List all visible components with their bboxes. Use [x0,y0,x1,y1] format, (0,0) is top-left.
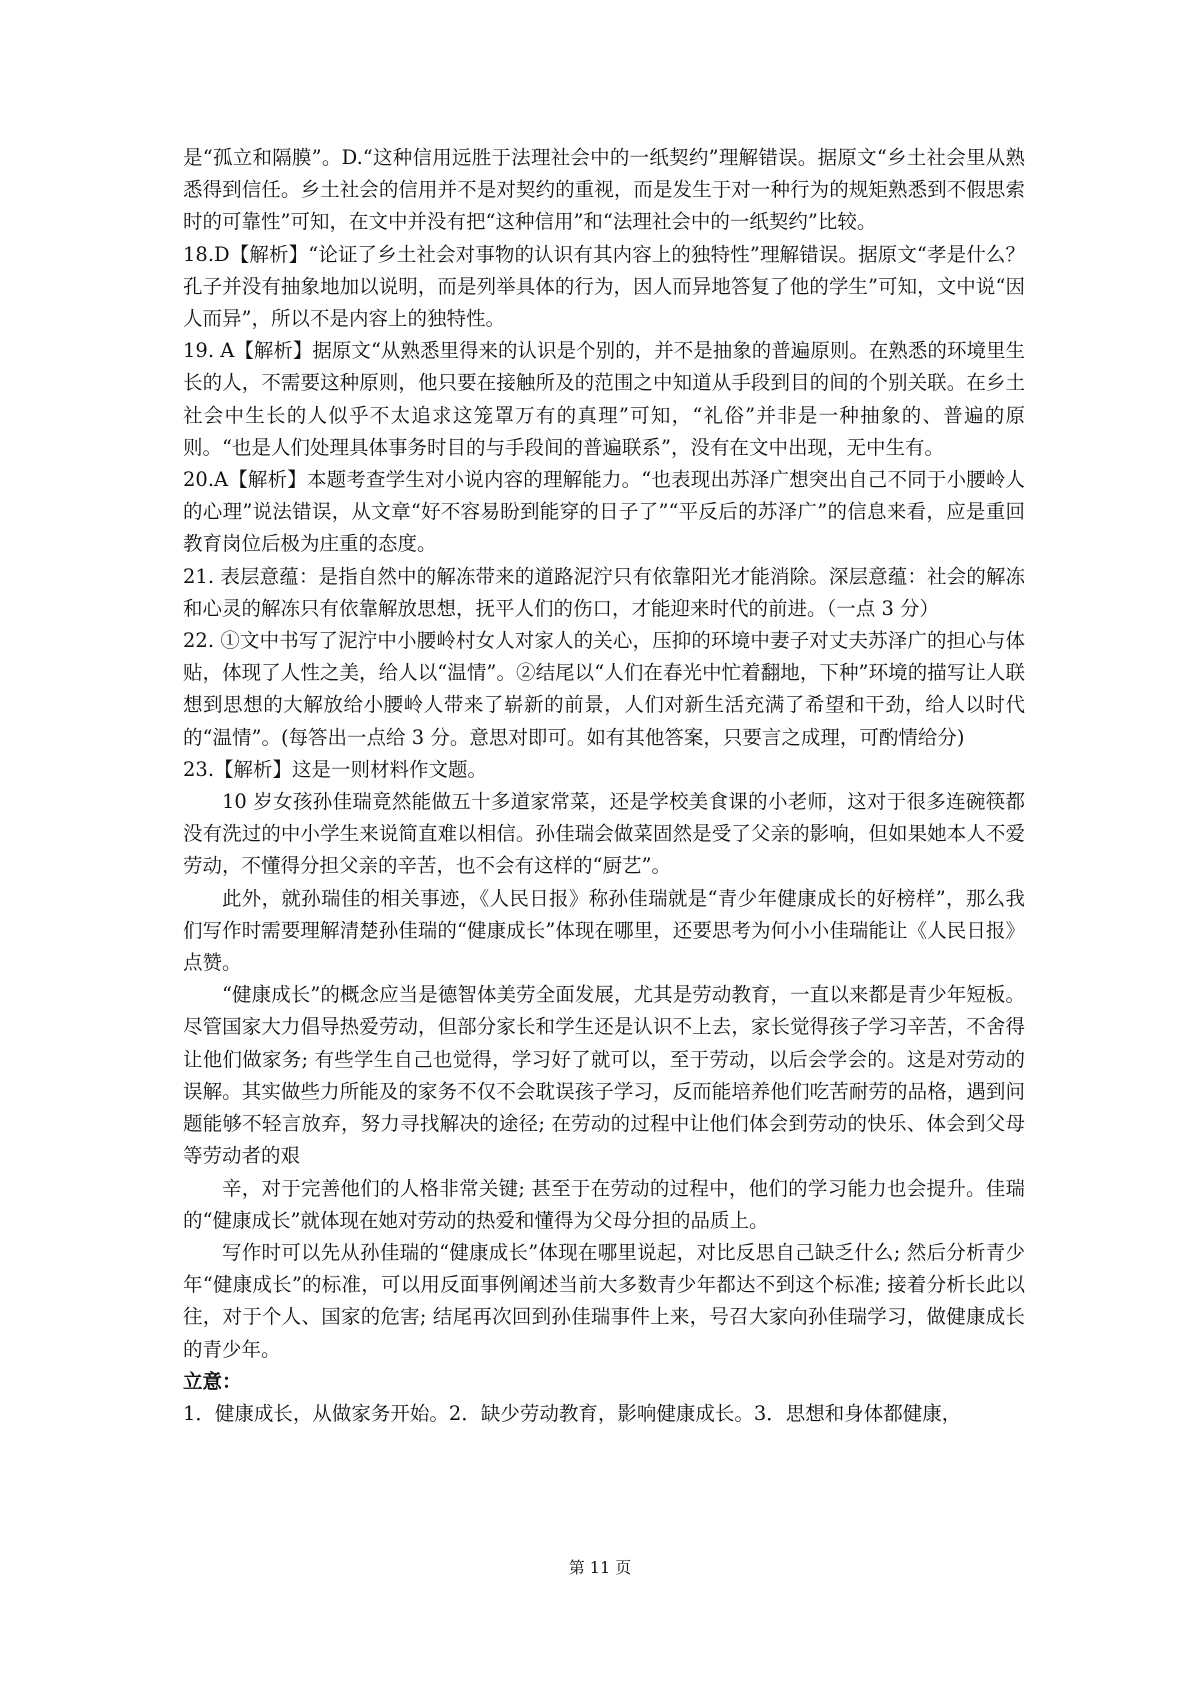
paragraph-q22-answer: 22. ①文中书写了泥泞中小腰岭村女人对家人的关心，压抑的环境中妻子对丈夫苏泽广的担心与体贴，体现了人性之美，给人以“温情”。②结尾以“人们在春光中忙着翻地，下种”环境的描写让人联想到思想的大解放给小腰岭人带来了崭新的前景，人们对新生活充满了希望和干劲，给人以时代的“温情”。(每答出一点给 3 分。意思对即可。如有其他答案，只要言之成理，可酌情给分) [183,629,1025,749]
paragraph-q19-answer: 19. A【解析】据原文“从熟悉里得来的认识是个别的，并不是抽象的普遍原则。在熟悉的环境里生长的人，不需要这种原则，他只要在接触所及的范围之中知道从手段到目的间的个别关联。在乡土社会中生长的人似乎不太追求这笼罩万有的真理”可知，“礼俗”并非是一种抽象的、普遍的原则。“也是人们处理具体事务时目的与手段间的普遍联系”，没有在文中出现，无中生有。 [183,339,1025,459]
paragraph-essay-analysis-4: 辛，对于完善他们的人格非常关键; 甚至于在劳动的过程中，他们的学习能力也会提升。佳瑞的“健康成长”就体现在她对劳动的热爱和懂得为父母分担的品质上。 [183,1176,1025,1232]
paragraph-q23-heading: 23.【解析】这是一则材料作文题。 [183,757,488,781]
paragraph-q18-answer: 18.D【解析】“论证了乡土社会对事物的认识有其内容上的独特性”理解错误。据原文“孝是什么？孔子并没有抽象地加以说明，而是列举具体的行为，因人而异地答复了他的学生”可知，文中说“因人而异”，所以不是内容上的独特性。 [183,242,1025,331]
section-heading-theme: 立意： [183,1369,242,1393]
paragraph-essay-analysis-3: “健康成长”的概念应当是德智体美劳全面发展，尤其是劳动教育，一直以来都是青少年短板。尽管国家大力倡导热爱劳动，但部分家长和学生还是认识不上去，家长觉得孩子学习辛苦，不舍得让他们做家务; 有些学生自己也觉得，学习好了就可以，至于劳动，以后会学会的。这是对劳动的误解。其实做些力所能及的家务不仅不会耽误孩子学习，反而能培养他们吃苦耐劳的品格，遇到问题能够不轻言放弃，努力寻找解决的途径; 在劳动的过程中让他们体会到劳动的快乐、体会到父母等劳动者的艰 [183,983,1025,1168]
paragraph-essay-analysis-5: 写作时可以先从孙佳瑞的“健康成长”体现在哪里说起，对比反思自己缺乏什么; 然后分析青少年“健康成长”的标准，可以用反面事例阐述当前大多数青少年都达不到这个标准; 接着分析长此以往，对于个人、国家的危害; 结尾再次回到孙佳瑞事件上来，号召大家向孙佳瑞学习，做健康成长的青少年。 [183,1240,1025,1361]
paragraph-essay-analysis-2: 此外，就孙瑞佳的相关事迹，《人民日报》称孙佳瑞就是“青少年健康成长的好榜样”，那么我们写作时需要理解清楚孙佳瑞的“健康成长”体现在哪里，还要思考为何小小佳瑞能让《人民日报》点赞。 [183,886,1025,975]
paragraph-q17-continuation: 是“孤立和隔膜”。D.“这种信用远胜于法理社会中的一纸契约”理解错误。据原文“乡土社会里从熟悉得到信任。乡土社会的信用并不是对契约的重视，而是发生于对一种行为的规矩熟悉到不假思索时的可靠性”可知，在文中并没有把“这种信用”和“法理社会中的一纸契约”比较。 [183,146,1025,234]
paragraph-q21-answer: 21. 表层意蕴：是指自然中的解冻带来的道路泥泞只有依靠阳光才能消除。深层意蕴：社会的解冻和心灵的解冻只有依靠解放思想，抚平人们的伤口，才能迎来时代的前进。（一点 3 分） [183,564,1025,620]
paragraph-q20-answer: 20.A【解析】本题考查学生对小说内容的理解能力。“也表现出苏泽广想突出自己不同于小腰岭人的心理”说法错误，从文章“好不容易盼到能穿的日子了”“平反后的苏泽广”的信息来看，应是重回教育岗位后极为庄重的态度。 [183,468,1025,556]
paragraph-theme-list: 1．健康成长，从做家务开始。2．缺少劳动教育，影响健康成长。3．思想和身体都健康， [183,1401,962,1425]
page-content [183,142,1025,1430]
paragraph-essay-analysis-1: 10 岁女孩孙佳瑞竟然能做五十多道家常菜，还是学校美食课的小老师，这对于很多连碗筷都没有洗过的中小学生来说简直难以相信。孙佳瑞会做菜固然是受了父亲的影响，但如果她本人不爱劳动，不懂得分担父亲的辛苦，也不会有这样的“厨艺”。 [183,790,1025,878]
page-number: 第 11 页 [568,1558,632,1577]
